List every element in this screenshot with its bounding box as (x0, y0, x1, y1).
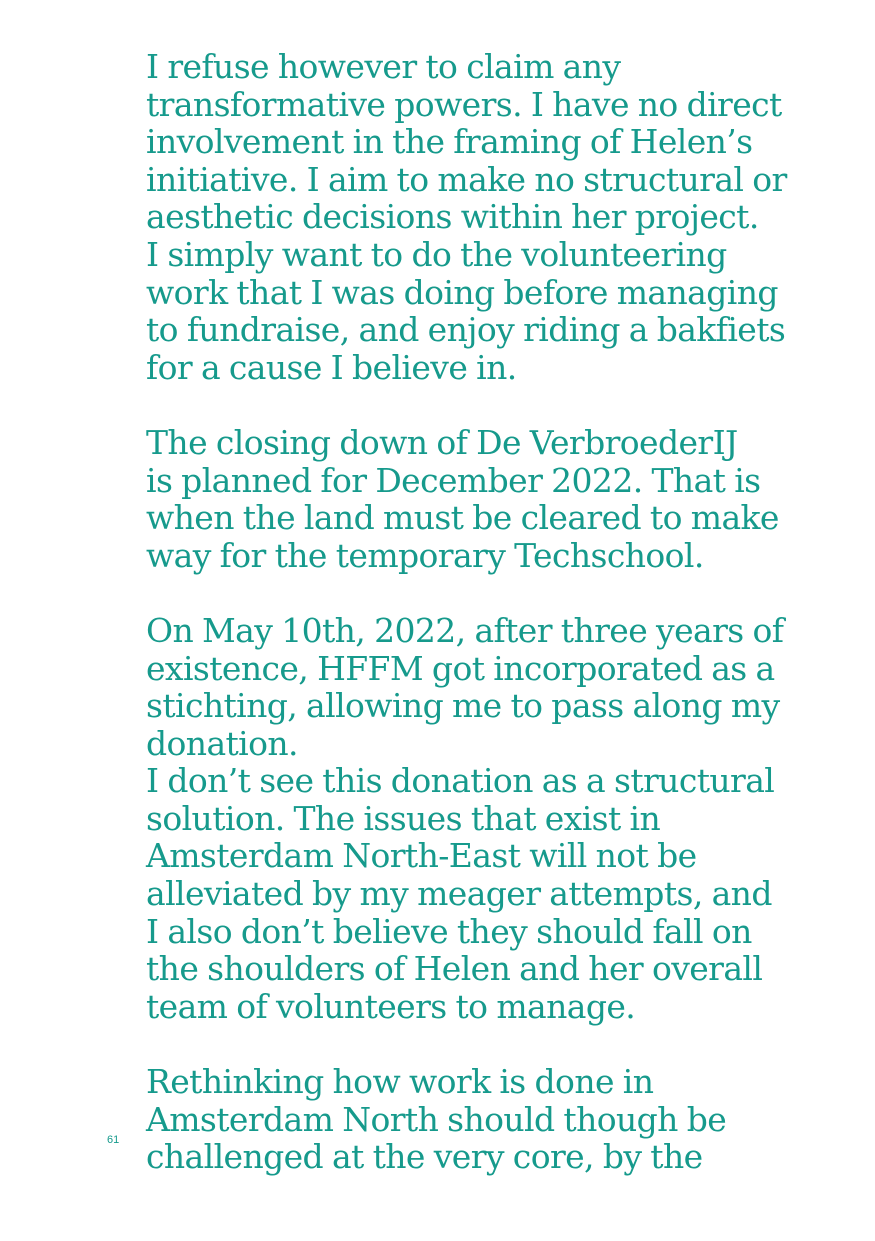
text-line: challenged at the very core, by the (146, 1137, 703, 1177)
text-line: for a cause I believe in. (146, 347, 517, 387)
text-line: aesthetic decisions within her project. (146, 197, 759, 237)
text-line: involvement in the framing of Helen’s (146, 122, 753, 162)
text-line: alleviated by my meager attempts, and (146, 874, 772, 914)
text-line: Amsterdam North-East will not be (146, 836, 697, 876)
text-line: to fundraise, and enjoy riding a bakfiets (146, 310, 786, 350)
text-line: Rethinking how work is done in (146, 1062, 654, 1102)
text-line: On May 10th, 2022, after three years of (146, 610, 784, 650)
text-line: The closing down of De VerbroederIJ (146, 422, 738, 462)
text-line: stichting, allowing me to pass along my (146, 686, 780, 726)
text-line: I simply want to do the volunteering (146, 234, 727, 274)
text-line: when the land must be cleared to make (146, 498, 779, 538)
text-line: solution. The issues that exist in (146, 798, 661, 838)
paragraph-spacer (146, 1025, 846, 1063)
text-line: team of volunteers to manage. (146, 986, 636, 1026)
text-line: I don’t see this donation as a structural (146, 761, 775, 801)
paragraph-spacer (146, 574, 846, 612)
text-line: initiative. I aim to make no structural or (146, 159, 787, 199)
paragraph (146, 48, 846, 386)
text-line: way for the temporary Techschool. (146, 535, 704, 575)
paragraph-spacer (146, 386, 846, 424)
text-line: transformative powers. I have no direct (146, 84, 782, 124)
paragraph (146, 424, 846, 574)
text-line: work that I was doing before managing (146, 272, 778, 312)
text-line: I also don’t believe they should fall on (146, 911, 752, 951)
page-number: 61 (107, 1134, 120, 1146)
text-line: is planned for December 2022. That is (146, 460, 761, 500)
text-line: I refuse however to claim any (146, 47, 621, 86)
paragraph (146, 612, 846, 1026)
paragraph (146, 1063, 846, 1176)
body-text (146, 48, 846, 1176)
text-line: the shoulders of Helen and her overall (146, 949, 763, 989)
text-line: existence, HFFM got incorporated as a (146, 648, 775, 688)
text-line: Amsterdam North should though be (146, 1099, 727, 1139)
text-line: donation. (146, 723, 298, 763)
